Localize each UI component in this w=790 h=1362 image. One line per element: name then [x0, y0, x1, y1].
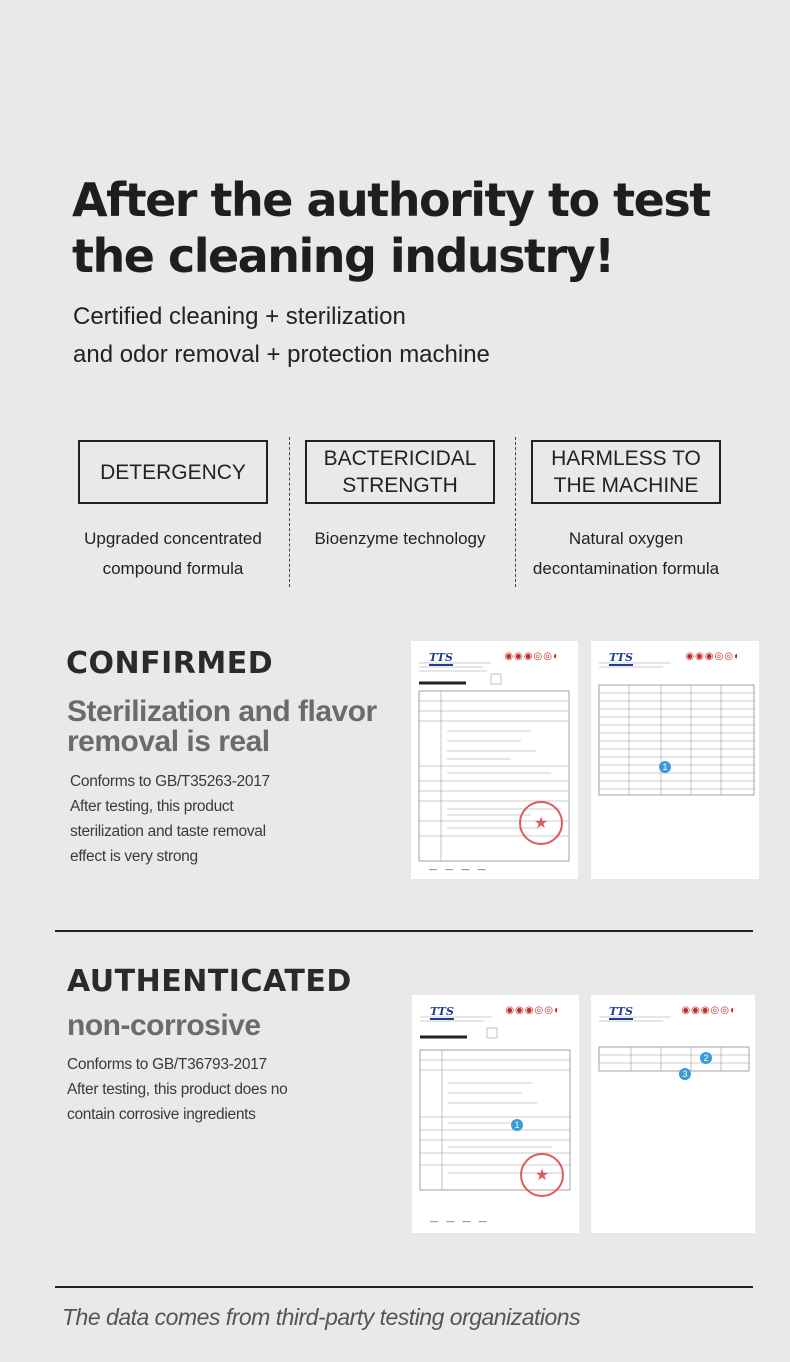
certification-seals: ◉◉◉◎◎◐ — [681, 1005, 737, 1016]
feature-label: DETERGENCY — [100, 460, 246, 484]
authenticated-body — [67, 1052, 287, 1127]
annotation-marker: 1 — [511, 1119, 523, 1131]
confirmed-heading: CONFIRMED — [66, 646, 274, 681]
footer-note: The data comes from third-party testing organizations — [62, 1304, 581, 1330]
feature-label-line-2: STRENGTH — [342, 474, 458, 497]
body-line: sterilization and taste removal — [70, 823, 266, 840]
annotation-marker: 2 — [700, 1052, 712, 1064]
feature-desc-line-1: Natural oxygen — [568, 529, 684, 548]
title-line-1: After the authority to test — [72, 173, 710, 227]
title-line-2: the cleaning industry! — [72, 229, 614, 283]
divider — [515, 437, 516, 587]
confirmed-body — [70, 769, 270, 869]
section-divider — [55, 930, 753, 932]
body-line: After testing, this product does no — [67, 1081, 288, 1098]
certification-seals: ◉◉◉◎◎◐ — [505, 1005, 561, 1016]
section-divider — [55, 1286, 753, 1288]
red-stamp: ★ — [519, 801, 563, 845]
annotation-marker: 1 — [659, 761, 671, 773]
subtitle-line-2: and odor removal + protection machine — [73, 341, 490, 368]
test-report-document — [412, 995, 579, 1233]
feature-desc-line-1: Upgraded concentrated — [84, 529, 262, 548]
test-report-document — [411, 641, 578, 879]
tts-logo: TTS — [609, 1005, 633, 1018]
feature-detergency — [68, 440, 278, 584]
annotation-marker: 3 — [679, 1068, 691, 1080]
feature-description — [521, 524, 731, 584]
feature-harmless — [521, 440, 731, 584]
divider — [289, 437, 290, 587]
body-line: effect is very strong — [70, 848, 198, 865]
tts-logo: TTS — [609, 651, 633, 664]
report-table — [591, 641, 759, 879]
feature-label-line-2: THE MACHINE — [553, 474, 699, 497]
subtitle-line-1: Certified cleaning + sterilization — [73, 303, 406, 330]
authenticated-subheading: non-corrosive — [67, 1009, 261, 1042]
feature-label-box — [78, 440, 268, 504]
feature-desc-line-1: Bioenzyme technology — [314, 529, 486, 548]
tts-logo: TTS — [430, 1005, 454, 1018]
feature-description — [68, 524, 278, 584]
report-table — [411, 641, 578, 879]
test-report-document — [591, 641, 759, 879]
feature-label-box — [305, 440, 495, 504]
certification-seals: ◉◉◉◎◎◐ — [504, 651, 560, 662]
body-line: Conforms to GB/T36793-2017 — [67, 1056, 267, 1073]
red-stamp: ★ — [520, 1153, 564, 1197]
report-table — [412, 995, 579, 1233]
feature-desc-line-2: compound formula — [102, 559, 244, 578]
hero-subtitle — [73, 298, 673, 374]
feature-desc-line-2: decontamination formula — [532, 559, 720, 578]
feature-bactericidal — [295, 440, 505, 554]
authenticated-heading: AUTHENTICATED — [67, 964, 352, 999]
tts-logo: TTS — [429, 651, 453, 664]
test-report-document — [591, 995, 755, 1233]
body-line: Conforms to GB/T35263-2017 — [70, 773, 270, 790]
subheading-line-1: Sterilization and flavor — [67, 695, 377, 728]
feature-label-box — [531, 440, 721, 504]
signature-line: — — — — — [429, 865, 489, 874]
signature-line: — — — — — [430, 1217, 490, 1226]
body-line: contain corrosive ingredients — [67, 1106, 256, 1123]
feature-label-line-1: HARMLESS TO — [551, 447, 701, 470]
confirmed-subheading — [67, 697, 377, 757]
page-title — [72, 172, 752, 284]
feature-description — [295, 524, 505, 554]
subheading-line-2: removal is real — [67, 725, 270, 758]
certification-seals: ◉◉◉◎◎◐ — [685, 651, 741, 662]
body-line: After testing, this product — [70, 798, 234, 815]
feature-label-line-1: BACTERICIDAL — [323, 447, 477, 470]
report-table — [591, 995, 755, 1233]
